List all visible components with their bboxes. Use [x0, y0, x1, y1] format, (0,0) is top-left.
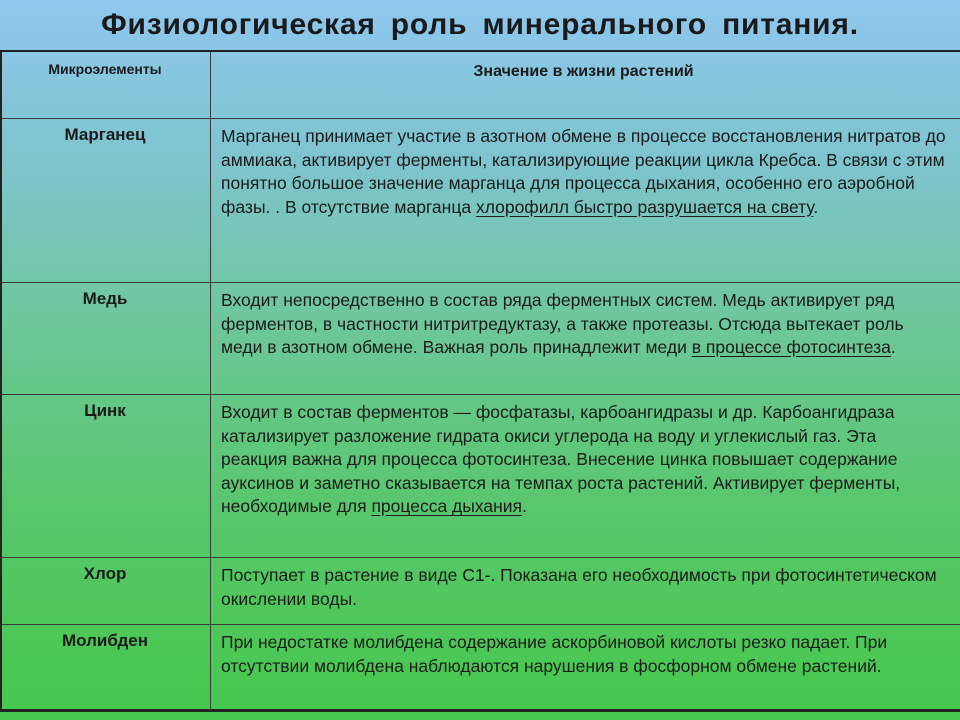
- description-tail: .: [813, 196, 819, 217]
- element-name: Марганец: [0, 119, 211, 282]
- description-tail: .: [890, 337, 896, 357]
- element-description: [211, 119, 960, 282]
- table-left-border: [0, 50, 2, 712]
- description-text: Входит непосредственно в состав ряда ферментных систем. Медь активирует ряд ферментов, в частности нитритредуктазу, а также протеазы. Отсюда вытекает роль меди в азотном обмене. Важная роль принадлежит меди: [221, 290, 904, 357]
- header-significance: Значение в жизни растений: [473, 63, 694, 80]
- description-text: Марганец принимает участие в азотном обмене в процессе восстановления нитратов до аммиака, активирует ферменты, катализирующие реакции цикла Кребса. В связи с этим понятно большое значение марганца для процесса дыхания, особенно его аэробной фазы. . В отсутствие марганца: [221, 126, 946, 217]
- element-description: [211, 283, 960, 394]
- element-name: Хлор: [0, 558, 211, 624]
- element-name: Медь: [0, 283, 211, 394]
- description-link[interactable]: в процессе фотосинтеза: [691, 337, 891, 357]
- page-title: Физиологическая роль минерального питания.: [101, 8, 859, 41]
- element-description: Поступает в растение в виде С1-. Показана его необходимость при фотосинтетическом окислении воды.: [221, 565, 937, 609]
- element-name: Молибден: [0, 625, 211, 711]
- description-link[interactable]: хлорофилл быстро разрушается на свету: [475, 196, 814, 217]
- elements-table: [0, 50, 960, 712]
- element-description: При недостатке молибдена содержание аскорбиновой кислоты резко падает. При отсутствии молибдена наблюдаются нарушения в фосфорном обмене растений.: [221, 632, 888, 676]
- table-header-row: [0, 52, 960, 119]
- description-tail: .: [522, 496, 527, 516]
- table-row-chlorine: [0, 558, 960, 625]
- table-row-zinc: [0, 395, 960, 558]
- description-text: Входит в состав ферментов — фосфатазы, карбоангидразы и др. Карбоангидраза катализирует разложение гидрата окиси углерода на воду и углекислый газ. Эта реакция важна для процесса фотосинтеза. Внесение цинка повышает содержание ауксинов и заметно сказывается на темпах роста растений. Активирует ферменты, необходимые для: [221, 402, 901, 516]
- header-microelements: Микроэлементы: [0, 52, 211, 118]
- table-row-manganese: [0, 119, 960, 283]
- element-name: Цинк: [0, 395, 211, 557]
- table-row-molybdenum: [0, 625, 960, 711]
- table-row-copper: [0, 283, 960, 395]
- description-link[interactable]: процесса дыхания: [371, 496, 523, 516]
- element-description: [211, 395, 960, 557]
